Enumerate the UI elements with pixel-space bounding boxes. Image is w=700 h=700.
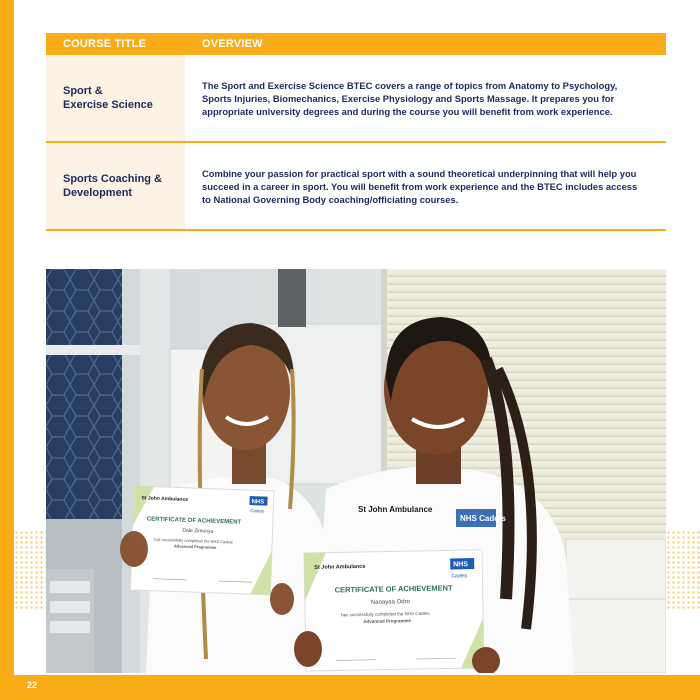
shirt-logo-right: NHS Cadets — [460, 514, 506, 523]
table-row — [46, 143, 666, 231]
decorative-dots-right — [666, 530, 700, 610]
shirt-logo-left: St John Ambulance — [358, 505, 433, 514]
course-overview-cell: The Sport and Exercise Science BTEC covers a range of topics from Anatomy to Psychology, Sports Injuries, Biomechanics, Exercise Physiology and Sports Massage. It prepares you for appropriate university degrees and during the course you will benefit from work experience. — [202, 79, 618, 117]
cert-right-brand: St John Ambulance — [314, 563, 366, 571]
decorative-dots-left — [14, 530, 48, 610]
cert-right-heading: CERTIFICATE OF ACHIEVEMENT — [334, 583, 453, 595]
header-course-title: COURSE TITLE — [63, 38, 147, 50]
course-overview-cell: Combine your passion for practical sport with a sound theoretical underpinning that will help you succeed in a career in sport. You will benefit from work experience and the BTEC includes access to National Governing Body coaching/officiating courses. — [202, 167, 638, 205]
cert-left-line2: Advanced Programme — [173, 543, 217, 550]
page-number: 22 — [27, 680, 38, 690]
cert-left-line1: has successfully completed the NHS Cadets — [154, 536, 233, 545]
cert-left-name: Dale Zimunya — [182, 527, 214, 535]
course-table — [46, 33, 666, 231]
cert-right-name: Nanayaa Odro — [370, 599, 410, 606]
cert-right-line1: has successfully completed the NHS Cadets — [341, 610, 430, 618]
table-header — [46, 33, 666, 55]
cert-left-nhs-sub: Cadets — [250, 508, 265, 514]
cert-left-nhs: NHS — [251, 499, 265, 506]
certificate-right — [304, 550, 484, 671]
cert-left-brand: St John Ambulance — [141, 495, 189, 503]
cert-left-heading: CERTIFICATE OF ACHIEVEMENT — [146, 516, 242, 526]
cert-right-nhs-sub: Cadets — [451, 573, 468, 580]
table-row — [46, 55, 666, 143]
cert-right-line2: Advanced Programme — [363, 618, 412, 624]
certificate-left — [130, 486, 274, 595]
photo-students-certificates — [46, 269, 666, 673]
course-title-cell: Sport & Exercise Science — [46, 55, 185, 141]
cert-right-nhs: NHS — [453, 561, 469, 569]
course-title-cell: Sports Coaching & Development — [46, 143, 185, 229]
header-overview: OVERVIEW — [202, 38, 263, 50]
